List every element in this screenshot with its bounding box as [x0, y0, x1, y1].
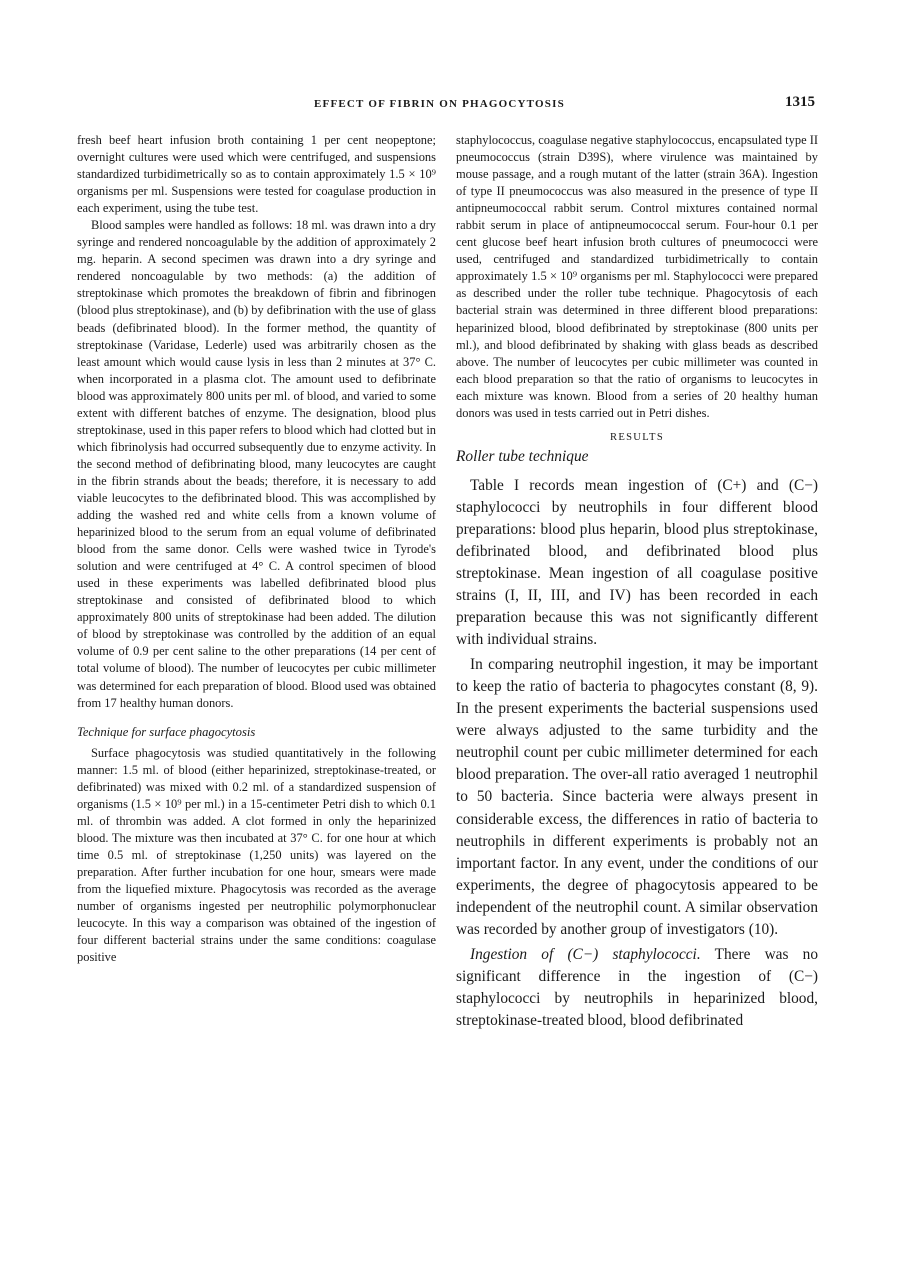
- paragraph-lead-italic: Ingestion of (C−) staphylococci.: [470, 945, 701, 963]
- right-column: [456, 132, 818, 1032]
- paragraph-continuation: There was no significant difference in the ingestion of (C−) staphylococci by neutrophils in heparinized blood, streptokinase-treated blood, blood defibrinated: [456, 945, 818, 1029]
- section-heading-results: RESULTS: [609, 431, 665, 443]
- paragraph-surface-phagocytosis: Surface phagocytosis was studied quantitatively in the following manner: 1.5 ml. of blood (either heparinized, streptokinase-treated, or defibrinated) was mixed with 0.2 ml. of a standardized suspension of organisms (1.5 × 10⁹ per ml.) in a 15-centimeter Petri dish to which 0.1 ml. of thrombin was added. A clot formed in only the heparinized blood. The mixture was then incubated at 37° C. for one hour at which time 0.5 ml. of streptokinase (1,250 units) was layered on the preparation. After further incubation for one hour, smears were made from the liquefied mixture. Phagocytosis was recorded as the average number of organisms ingested per neutrophilic polymorphonuclear leucocyte. In this way a comparison was obtained of the ingestion of four different bacterial strains under the same conditions: coagulase positive: [77, 745, 436, 965]
- paragraph-blood-samples: Blood samples were handled as follows: 18 ml. was drawn into a dry syringe and rendered noncoagulable by the addition of approximately 2 mg. heparin. A second specimen was drawn into a dry syringe and rendered noncoagulable by two methods: (a) the addition of streptokinase which promotes the breakdown of fibrin and fibrinogen (blood plus streptokinase), and (b) by defibrination with the use of glass beads (defibrinated blood). In the former method, the quantity of streptokinase (Varidase, Lederle) used was arbitrarily chosen as the least amount which would cause lysis in less than 2 minutes at 37° C. when incorporated in a plasma clot. The amount used to defibrinate blood was approximately 800 units per ml. of blood, and varied to some extent with different batches of enzyme. The designation, blood plus streptokinase, used in this paper refers to blood which had clotted but in which fibrinolysis had occurred subsequently due to enzyme activity. In the second method of defibrinating blood, many leucocytes are caught in the fibrin strands about the beads; therefore, it is necessary to add viable leucocytes to the defibrinated blood. This was accomplished by adding the washed red and white cells from a known volume of heparinized blood to the serum from an equal volume of defibrinated blood from the same donor. Cells were washed twice in Tyrode's solution and were centrifuged at 4° C. A control specimen of blood used in these experiments was labelled defibrinated blood plus streptokinase and consisted of defibrinated blood to which approximately 800 units of streptokinase had been added. The dilution of blood by streptokinase was controlled by the addition of an equal volume of 0.9 per cent saline to the other preparations (14 per cent of total volume of blood). The number of leucocytes per cubic millimeter was determined for each preparation of blood. Blood used was obtained from 17 healthy human donors.: [77, 218, 436, 710]
- left-column: [77, 132, 436, 966]
- paragraph-ingestion-c-minus: [456, 944, 818, 1032]
- subheading-roller-tube: Roller tube technique: [456, 447, 589, 465]
- paragraph-bacterial-cultures: fresh beef heart infusion broth containing 1 per cent neopeptone; overnight cultures were used which were centrifuged, and suspensions standardized turbidimetrically so as to contain approximately 1.5 × 10⁹ organisms per ml. Suspensions were tested for coagulase production in each experiment, using the tube test.: [77, 133, 436, 216]
- paragraph-bacterial-strains: staphylococcus, coagulase negative staphylococcus, encapsulated type II pneumococcus (strain D39S), where virulence was maintained by mouse passage, and a rough mutant of the latter (strain 36A). Ingestion of type II pneumococcus was also measured in the presence of type II antipneumococcal rabbit serum. Control mixtures contained normal rabbit serum in place of antipneumococcal serum. Four-hour 0.1 per cent glucose beef heart infusion broth cultures of pneumococci were used, centrifuged and standardized turbidimetrically to contain approximately 1.5 × 10⁹ organisms per ml. Staphylococci were prepared as described under the roller tube technique. Phagocytosis of each bacterial strain was determined in three different blood preparations: heparinized blood, blood defibrinated by streptokinase (800 units per ml.), and blood defibrinated by shaking with glass beads as described above. The number of leucocytes per cubic millimeter was counted in each blood preparation so that the ratio of organisms to leucocytes in each mixture was known. Blood from a series of 20 healthy human donors was used in tests carried out in Petri dishes.: [456, 133, 818, 420]
- paragraph-table-one: Table I records mean ingestion of (C+) and (C−) staphylococci by neutrophils in four different blood preparations: blood plus heparin, blood plus streptokinase, defibrinated blood, and defibrinated blood plus streptokinase. Mean ingestion of all coagulase positive strains (I, II, III, and IV) has been recorded in each preparation because this was not significantly different with individual strains.: [456, 476, 818, 649]
- page-number: 1315: [785, 94, 815, 110]
- subheading-surface-phagocytosis: Technique for surface phagocytosis: [77, 724, 256, 739]
- running-head: EFFECT OF FIBRIN ON PHAGOCYTOSIS: [314, 98, 565, 110]
- paragraph-neutrophil-ratio: In comparing neutrophil ingestion, it may be important to keep the ratio of bacteria to phagocytes constant (8, 9). In the present experiments the bacterial suspensions used were always adjusted to the same turbidity and the neutrophil count per cubic millimeter determined for each blood preparation. The over-all ratio averaged 1 neutrophil to 50 bacteria. Since bacteria were always present in considerable excess, the differences in ratio of bacteria to neutrophils in different experiments is probably not an important factor. In any event, under the conditions of our experiments, the degree of phagocytosis appeared to be independent of the neutrophil count. A similar observation was recorded by another group of investigators (10).: [456, 656, 818, 938]
